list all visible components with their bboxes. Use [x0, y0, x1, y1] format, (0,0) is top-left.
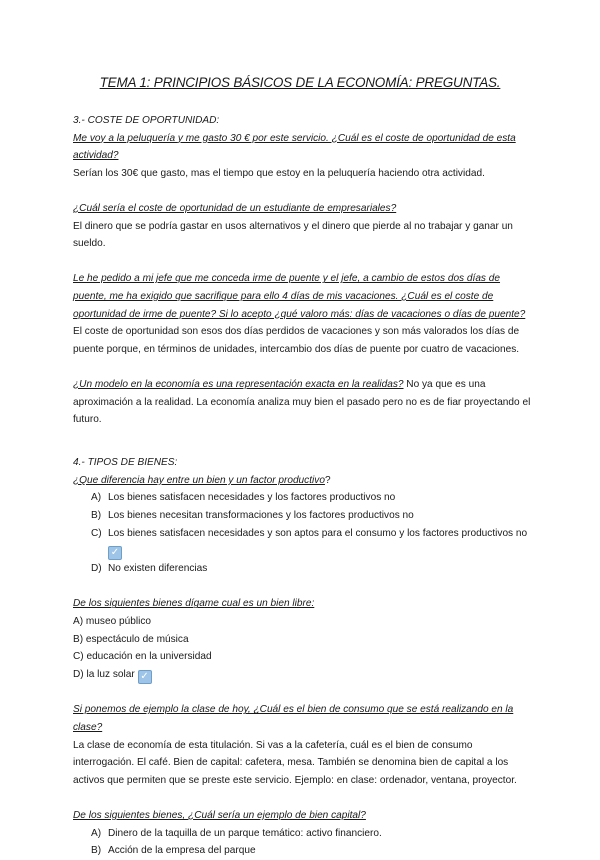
question-4-1-options: [73, 489, 535, 577]
question-3-1: Me voy a la peluquería y me gasto 30 € por este servicio. ¿Cuál es el coste de oportunidad de esta actividad?: [73, 132, 516, 162]
question-4-4: De los siguientes bienes, ¿Cuál sería un ejemplo de bien capital?: [73, 809, 366, 821]
answer-4-3: La clase de economía de esta titulación. Si vas a la cafetería, cuál es el bien de consumo interrogación. El café. Bien de capital: cafetera, mesa. También se denomina bien de capital a los activos que permiten que se preste este servicio. Ejemplo: en clase: ordenador, ventana, proyector.: [73, 739, 517, 786]
answer-3-1: Serían los 30€ que gasto, mas el tiempo que estoy en la peluquería haciendo otra actividad.: [73, 167, 485, 179]
answer-3-4: No ya que es una aproximación a la realidad. La economía analiza muy bien el pasado pero no es de fiar proyectando el futuro.: [73, 378, 531, 426]
question-4-2: De los siguientes bienes dígame cual es un bien libre:: [73, 598, 315, 610]
list-item: B) Los bienes necesitan transformaciones y los factores productivos no: [91, 510, 414, 522]
section-3-heading: 3.- COSTE DE OPORTUNIDAD:: [73, 115, 220, 126]
section-4-heading: 4.- TIPOS DE BIENES:: [73, 457, 178, 469]
question-4-1-line: ¿Que diferencia hay entre un bien y un factor productivo?: [73, 474, 331, 486]
question-answer-3-4: [73, 376, 535, 429]
answer-3-2: El dinero que se podría gastar en usos alternativos y el dinero que pierde al no trabajar y ganar un sueldo.: [73, 220, 513, 250]
list-item: C) educación en la universidad: [73, 651, 212, 663]
answer-3-3: El coste de oportunidad son esos dos días perdidos de vacaciones y son más valorados los días de puente porque, en términos de unidades, intercambio dos días de puente por cuatro de vacaciones.: [73, 326, 520, 355]
list-item: A) museo público: [73, 616, 151, 628]
list-item: C) Los bienes satisfacen necesidades y son aptos para el consumo y los factores productivos no ✓: [91, 527, 528, 559]
document-body: [73, 112, 535, 860]
list-item: B) Acción de la empresa del parque: [91, 845, 256, 857]
list-item: B) espectáculo de música: [73, 633, 189, 645]
list-item: A) Dinero de la taquilla de un parque temático: activo financiero.: [91, 827, 382, 839]
list-item: D) la luz solar ✓: [73, 666, 535, 684]
list-item: A) Los bienes satisfacen necesidades y los factores productivos no: [91, 492, 396, 504]
check-box-icon: ✓: [138, 670, 152, 684]
check-box-icon: ✓: [108, 546, 122, 560]
question-4-3: Si ponemos de ejemplo la clase de hoy, ¿Cuál es el bien de consumo que se está realizando en la clase?: [73, 704, 514, 733]
document-title: TEMA 1: PRINCIPIOS BÁSICOS DE LA ECONOMÍA: PREGUNTAS.: [99, 75, 501, 90]
question-4-1: ¿Que diferencia hay entre un bien y un factor productivo: [73, 474, 325, 486]
list-item: D) No existen diferencias: [91, 563, 208, 575]
question-4-4-options: [73, 825, 535, 860]
question-3-2: ¿Cuál sería el coste de oportunidad de un estudiante de empresariales?: [73, 202, 397, 214]
question-3-4: ¿Un modelo en la economía es una representación exacta en la realidas?: [73, 378, 404, 390]
question-3-3: Le he pedido a mi jefe que me conceda irme de puente y el jefe, a cambio de estos dos días de puente, me ha exigido que sacrifique para ello 4 días de mis vacaciones. ¿Cuál es el coste de oportunidad de irme de puente? Si lo acepto ¿qué valoro más: días de vacaciones o días de puente?: [73, 273, 526, 320]
